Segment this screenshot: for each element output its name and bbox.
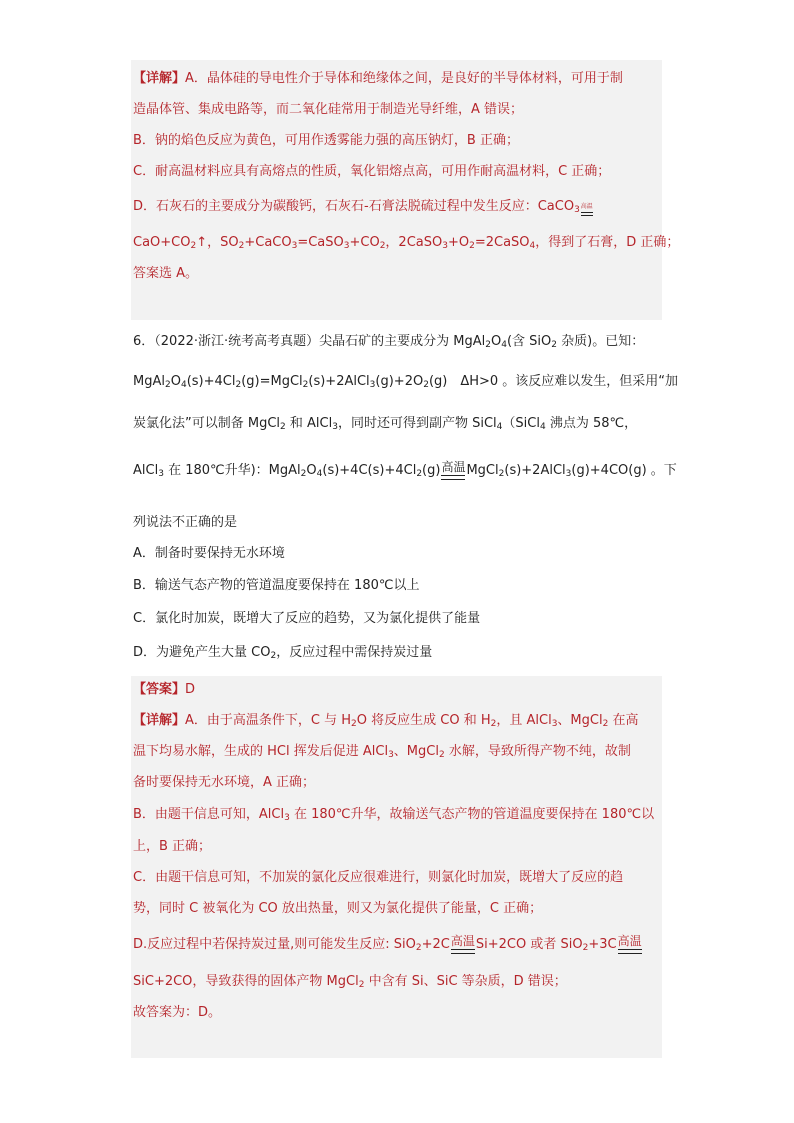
top-line-3: B．钠的焰色反应为黄色，可用作透雾能力强的高压钠灯，B 正确； <box>133 133 519 148</box>
option-b: B．输送气态产物的管道温度要保持在 180℃以上 <box>133 578 420 593</box>
answer-detail-4: B．由题干信息可知，AlCl$_3$ 在 180℃升华，故输送气态产物的管道温度要保持在 180℃以 <box>133 807 655 823</box>
answer-detail-10: 故答案为：D。 <box>133 1005 222 1020</box>
answer-detail-6: C．由题干信息可知，不加炭的氯化反应很难进行，则氯化时加炭，既增大了反应的趋 <box>133 870 624 885</box>
answer-detail-9: SiC+2CO，导致获得的固体产物 MgCl$_2$ 中含有 Si、SiC 等杂质，D 错误； <box>133 974 567 990</box>
answer-detail-3: 备时要保持无水环境，A 正确； <box>133 775 316 790</box>
answer-detail-5: 上，B 正确； <box>133 839 212 854</box>
top-line-1: 【详解】A．晶体硅的导电性介于导体和绝缘体之间，是良好的半导体材料，可用于制 <box>133 71 623 86</box>
answer-value: D <box>185 682 196 697</box>
top-line-5: D．石灰石的主要成分为碳酸钙，石灰石-石膏法脱硫过程中发生反应：CaCO$_3$ 高温 <box>133 199 593 215</box>
reaction-condition: 高温 <box>580 203 594 216</box>
top-line-4: C．耐高温材料应具有高熔点的性质，氧化铝熔点高，可用作耐高温材料，C 正确； <box>133 164 611 179</box>
answer-detail-7: 势，同时 C 被氧化为 CO 放出热量，则又为氯化提供了能量，C 正确； <box>133 901 543 916</box>
answer-tag: 【答案】 <box>133 682 186 697</box>
answer-detail-1: 【详解】A．由于高温条件下，C 与 $H_2O$ 将反应生成 CO 和 $H_2$，且 AlCl$_3$、MgCl$_2$ 在高 <box>133 713 639 729</box>
detail-tag: 【详解】 <box>133 71 186 86</box>
reaction-condition: 高温 <box>440 461 466 480</box>
question-line-4: AlCl$_3$ 在 180℃升华)：$MgAl_2O_4(s)+4C(s)+4Cl_2(g)$ 高温 MgCl$_2$(s)+2AlCl$_3$(g)+4CO(g) 。下 <box>133 460 677 479</box>
option-d: D．为避免产生大量 $CO_2$，反应过程中需保持炭过量 <box>133 645 433 661</box>
answer-detail-8: D.反应过程中若保持炭过量,则可能发生反应: SiO$_2$+2C 高温 Si+2CO 或者 SiO$_2$+3C 高温 <box>133 934 642 953</box>
question-line-5: 列说法不正确的是 <box>133 515 238 530</box>
answer-block <box>131 676 662 1058</box>
option-a: A．制备时要保持无水环境 <box>133 546 285 561</box>
answer-detail-2: 温下均易水解，生成的 HCl 挥发后促进 AlCl$_3$、MgCl$_2$ 水解，导致所得产物不纯，故制 <box>133 744 631 760</box>
option-c: C．氯化时加炭，既增大了反应的趋势，又为氯化提供了能量 <box>133 611 481 626</box>
reaction-condition: 高温 <box>450 935 476 954</box>
top-line-6: $CaO+CO_2↑$，$SO_2+CaCO_3=CaSO_3+CO_2$，$2CaSO_3+O_2=2CaSO_4$，得到了石膏，D 正确； <box>133 235 680 251</box>
detail-tag: 【详解】 <box>133 713 186 728</box>
top-line-2: 造晶体管、集成电路等，而二氧化硅常用于制造光导纤维，A 错误； <box>133 102 524 117</box>
question-line-3: 炭氯化法”可以制备 MgCl$_2$ 和 AlCl$_3$，同时还可得到副产物 SiCl$_4$（SiCl$_4$ 沸点为 58℃， <box>133 416 638 432</box>
top-line-7: 答案选 A。 <box>133 266 199 281</box>
question-line-2: $MgAl_2O_4(s)+4Cl_2(g)=MgCl_2(s)+2AlCl_3(g)+2O_2(g)$ ΔH>0 。该反应难以发生，但采用“加 <box>133 374 679 390</box>
answer-line <box>133 681 195 699</box>
top-explanation-block <box>131 60 662 320</box>
reaction-condition: 高温 <box>617 935 643 954</box>
question-line-1: 6．（2022·浙江·统考高考真题）尖晶石矿的主要成分为 $MgAl_2O_4$(含 SiO$_2$ 杂质)。已知： <box>133 334 645 350</box>
